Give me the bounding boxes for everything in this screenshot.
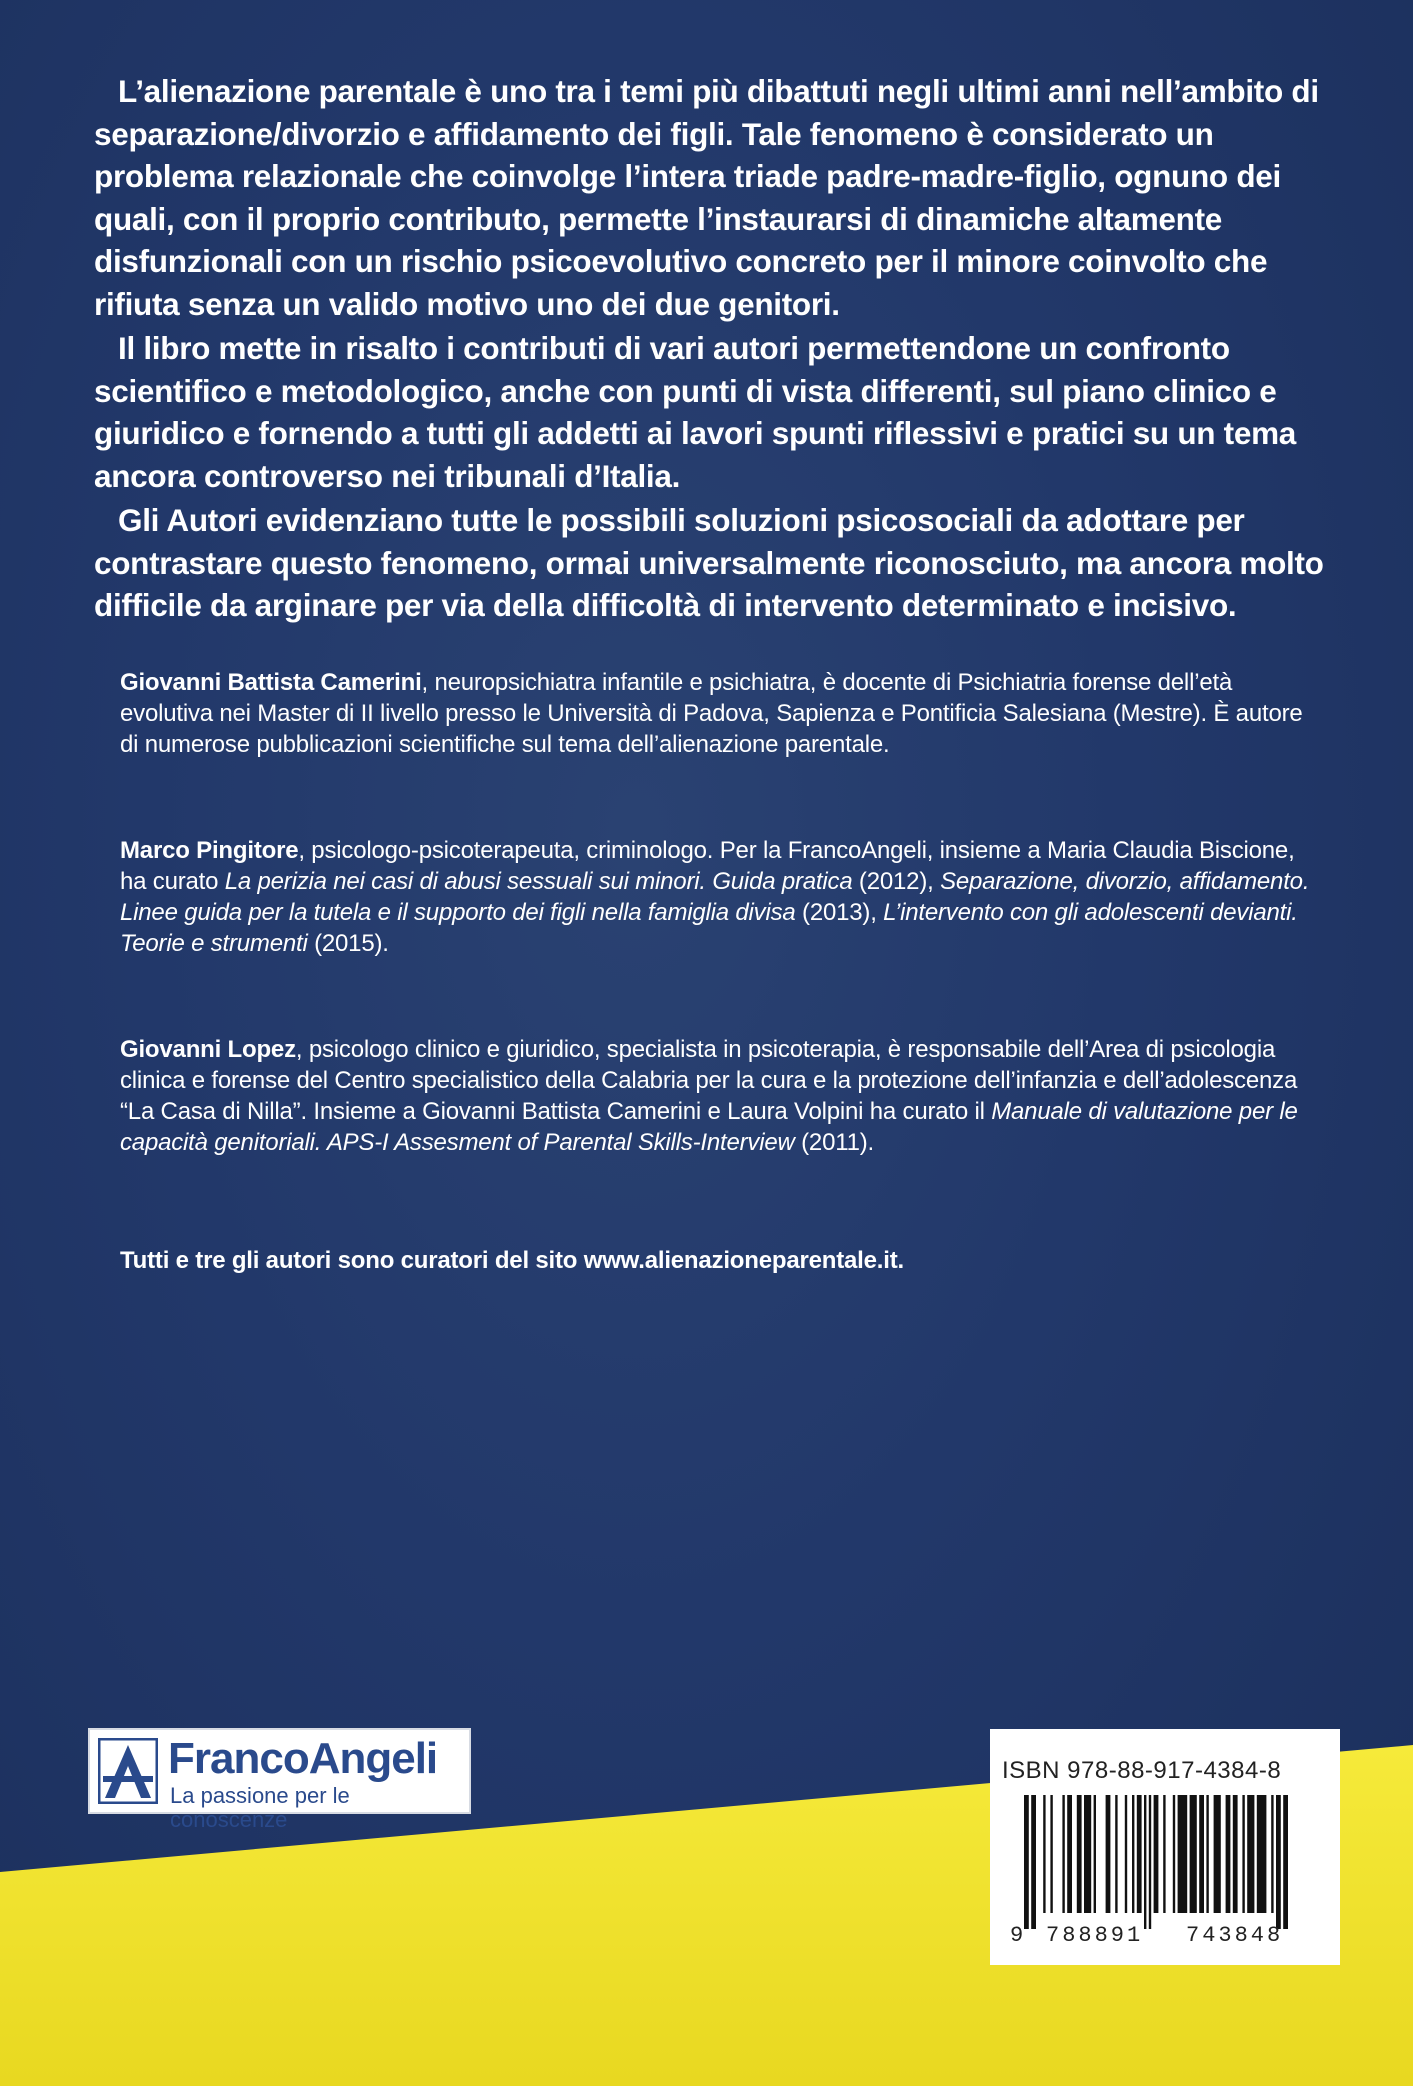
barcode-bar [1199,1795,1204,1913]
barcode-bar [1154,1795,1159,1913]
author-bio-text: (2012), [852,868,941,895]
barcode-bar [1178,1795,1188,1913]
barcode-bar [1149,1795,1151,1929]
author-bio-text: (2015). [307,930,389,957]
barcode-bar [1024,1795,1029,1929]
publisher-tagline: La passione per le conoscenze [170,1783,350,1832]
author-name: Giovanni Lopez [120,1036,296,1063]
barcode-bar [1094,1795,1096,1913]
author-name: Giovanni Battista Camerini [120,669,422,696]
author-bio-text: (2011). [794,1129,874,1156]
barcode-bar [1283,1795,1288,1929]
barcode-bar [1043,1795,1045,1913]
barcode-bar [1137,1795,1142,1913]
barcode-bar [1257,1795,1267,1913]
barcode-bar [1050,1795,1052,1913]
blurb [94,70,1324,629]
author-bio-lopez [120,1034,1320,1158]
isbn-barcode-box [990,1729,1340,1965]
publisher-logo [88,1728,471,1832]
ean-digit-lead: 9 [1010,1923,1027,1948]
book-title: Manuale di valutazione per le capacità genitoriali. APS-I Assesment of Parental Skills-Interview [120,1098,1298,1156]
author-bio-text: , psicologo clinico e giuridico, specialista in psicoterapia, è responsabile dell’Area di psicologia clinica e forense del Centro specialistico della Calabria per la cura e la protezione dell’infanzia e dell’adolescenza “La Casa di Nilla”. Insieme a Giovanni Battista Camerini e Laura Volpini ha curato il [120,1036,1298,1125]
barcode-bar [1206,1795,1208,1913]
ean-digits-left: 788891 [1046,1923,1144,1948]
book-title: L’intervento con gli adolescenti devianti. Teorie e strumenti [120,899,1298,957]
barcode-bar [1276,1795,1281,1929]
book-title: La perizia nei casi di abusi sessuali sui minori. Guida pratica [224,868,853,895]
barcode-bar [1125,1795,1127,1913]
barcode-bar [1226,1795,1231,1913]
author-bio-camerini [120,667,1320,760]
barcode-bar [1062,1795,1064,1913]
barcode-bar [1242,1795,1244,1913]
author-bio-pingitore [120,835,1320,959]
isbn-label: ISBN 978-88-917-4384-8 [1002,1757,1282,1784]
barcode-bar [1163,1795,1165,1913]
publisher-brand: FrancoAngeli [168,1734,438,1783]
barcode-bar [1190,1795,1197,1913]
author-bio-text: (2013), [795,899,884,926]
barcode [1020,1795,1324,1929]
barcode-bar [1077,1795,1082,1913]
barcode-bar [1144,1795,1146,1929]
barcode-bar [1214,1795,1221,1913]
author-bio-text: , psicologo-psicoterapeuta, criminologo. Per la FrancoAngeli, insieme a Maria Claudia Biscione, ha curato [120,837,1295,895]
barcode-bar [1173,1795,1175,1913]
site-note [120,1245,1320,1276]
barcode-bar [1115,1795,1117,1913]
francoangeli-a-logo-icon [98,1738,158,1804]
ean-digits-right: 743848 [1186,1923,1284,1948]
site-note-text: Tutti e tre gli autori sono curatori del sito www.alienazioneparentale.it. [120,1247,904,1274]
barcode-bar [1106,1795,1111,1913]
book-title: Separazione, divorzio, affidamento. Linee guida per la tutela e il supporto dei figli nella famiglia divisa [120,868,1310,926]
barcode-bar [1247,1795,1254,1913]
blurb-paragraph-3: Gli Autori evidenziano tutte le possibili soluzioni psicosociali da adottare per contrastare questo fenomeno, ormai universalmente riconosciuto, ma ancora molto difficile da arginare per via della difficoltà di intervento determinato e incisivo. [94,502,1324,623]
barcode-bar [1233,1795,1238,1913]
barcode-bar [1271,1795,1273,1913]
barcode-bar [1084,1795,1091,1913]
author-bio-text: , neuropsichiatra infantile e psichiatra, è docente di Psichiatria forense dell’età evolutiva nei Master di II livello presso le Università di Padova, Sapienza e Pontificia Salesiana (Mestre). È autore di numerose pubblicazioni scientifiche sul tema dell’alienazione parentale. [120,669,1303,758]
blurb-paragraph-1: L’alienazione parentale è uno tra i temi più dibattuti negli ultimi anni nell’ambito di separazione/divorzio e affidamento dei figli. Tale fenomeno è considerato un problema relazionale che coinvolge l’intera triade padre-madre-figlio, ognuno dei quali, con il proprio contributo, permette l’instaurarsi di dinamiche altamente disfunzionali con un rischio psicoevolutivo concreto per il minore coinvolto che rifiuta senza un valido motivo uno dei due genitori. [94,73,1319,322]
barcode-bar [1031,1795,1036,1929]
author-name: Marco Pingitore [120,837,299,864]
barcode-bar [1132,1795,1134,1913]
blurb-paragraph-2: Il libro mette in risalto i contributi di vari autori permettendone un confronto scientifico e metodologico, anche con punti di vista differenti, sul piano clinico e giuridico e fornendo a tutti gli addetti ai lavori spunti riflessivi e pratici su un tema ancora controverso nei tribunali d’Italia. [94,330,1297,494]
barcode-bar [1067,1795,1072,1913]
